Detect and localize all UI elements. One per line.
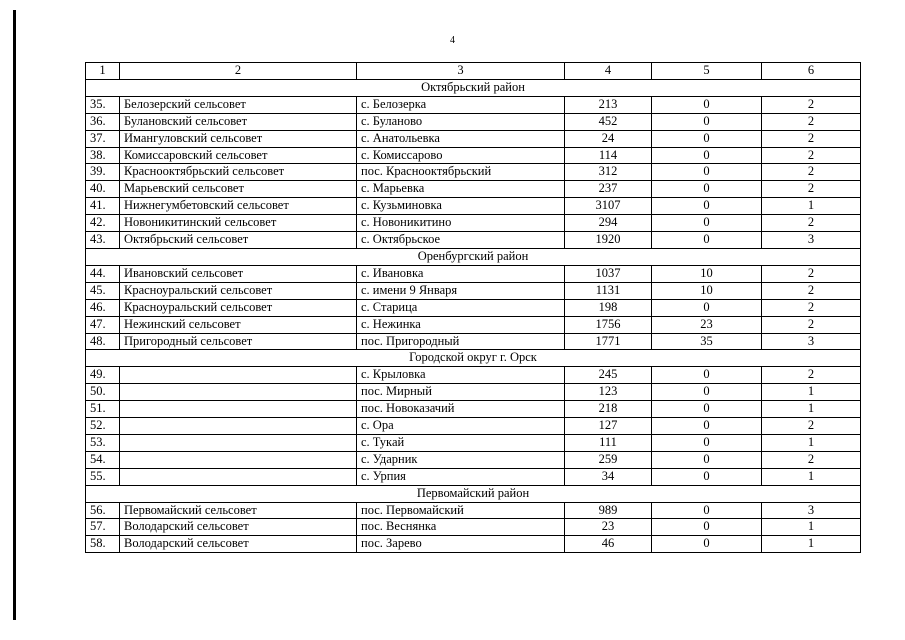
- row-number-cell: 58.: [86, 536, 120, 553]
- settlements-table: [85, 62, 861, 553]
- row-number-cell: 48.: [86, 333, 120, 350]
- col6-value-cell: 3: [762, 333, 861, 350]
- village-name-cell: с. Марьевка: [357, 181, 565, 198]
- col4-value-cell: 123: [565, 384, 652, 401]
- village-name-cell: с. Ора: [357, 418, 565, 435]
- table-row: [86, 265, 861, 282]
- col6-value-cell: 2: [762, 164, 861, 181]
- council-name-cell: Комиссаровский сельсовет: [120, 147, 357, 164]
- col6-value-cell: 2: [762, 113, 861, 130]
- council-name-cell: Марьевский сельсовет: [120, 181, 357, 198]
- col5-value-cell: 0: [652, 181, 762, 198]
- row-number-cell: 55.: [86, 468, 120, 485]
- council-name-cell: [120, 401, 357, 418]
- village-name-cell: с. Комиссарово: [357, 147, 565, 164]
- col5-value-cell: 0: [652, 367, 762, 384]
- village-name-cell: с. Ударник: [357, 451, 565, 468]
- col6-value-cell: 2: [762, 451, 861, 468]
- council-name-cell: Володарский сельсовет: [120, 519, 357, 536]
- table-row: [86, 434, 861, 451]
- table-row: [86, 198, 861, 215]
- village-name-cell: с. Новоникитино: [357, 215, 565, 232]
- section-header-row: [86, 248, 861, 265]
- header-cell: 4: [565, 63, 652, 80]
- council-name-cell: [120, 367, 357, 384]
- header-cell: 5: [652, 63, 762, 80]
- col5-value-cell: 0: [652, 198, 762, 215]
- table-row: [86, 113, 861, 130]
- col5-value-cell: 0: [652, 384, 762, 401]
- col4-value-cell: 237: [565, 181, 652, 198]
- village-name-cell: пос. Первомайский: [357, 502, 565, 519]
- row-number-cell: 38.: [86, 147, 120, 164]
- header-cell: 6: [762, 63, 861, 80]
- col6-value-cell: 3: [762, 232, 861, 249]
- council-name-cell: Нежинский сельсовет: [120, 316, 357, 333]
- col4-value-cell: 245: [565, 367, 652, 384]
- council-name-cell: Володарский сельсовет: [120, 536, 357, 553]
- table-row: [86, 384, 861, 401]
- col5-value-cell: 35: [652, 333, 762, 350]
- council-name-cell: [120, 418, 357, 435]
- table-row: [86, 468, 861, 485]
- row-number-cell: 37.: [86, 130, 120, 147]
- section-title: Городской округ г. Орск: [86, 350, 861, 367]
- col5-value-cell: 0: [652, 299, 762, 316]
- section-header-row: [86, 485, 861, 502]
- col4-value-cell: 127: [565, 418, 652, 435]
- col5-value-cell: 0: [652, 418, 762, 435]
- row-number-cell: 45.: [86, 282, 120, 299]
- col6-value-cell: 2: [762, 265, 861, 282]
- col4-value-cell: 312: [565, 164, 652, 181]
- table-row: [86, 232, 861, 249]
- table-row: [86, 96, 861, 113]
- col6-value-cell: 2: [762, 367, 861, 384]
- council-name-cell: [120, 468, 357, 485]
- village-name-cell: с. Белозерка: [357, 96, 565, 113]
- council-name-cell: Нижнегумбетовский сельсовет: [120, 198, 357, 215]
- col4-value-cell: 24: [565, 130, 652, 147]
- row-number-cell: 44.: [86, 265, 120, 282]
- village-name-cell: с. Октябрьское: [357, 232, 565, 249]
- col4-value-cell: 198: [565, 299, 652, 316]
- row-number-cell: 43.: [86, 232, 120, 249]
- table-row: [86, 164, 861, 181]
- council-name-cell: Новоникитинский сельсовет: [120, 215, 357, 232]
- table-body: [86, 63, 861, 553]
- village-name-cell: с. Нежинка: [357, 316, 565, 333]
- row-number-cell: 39.: [86, 164, 120, 181]
- col6-value-cell: 1: [762, 198, 861, 215]
- col5-value-cell: 23: [652, 316, 762, 333]
- row-number-cell: 40.: [86, 181, 120, 198]
- council-name-cell: Имангуловский сельсовет: [120, 130, 357, 147]
- col5-value-cell: 0: [652, 519, 762, 536]
- col5-value-cell: 0: [652, 147, 762, 164]
- row-number-cell: 57.: [86, 519, 120, 536]
- col6-value-cell: 2: [762, 316, 861, 333]
- row-number-cell: 50.: [86, 384, 120, 401]
- council-name-cell: Ивановский сельсовет: [120, 265, 357, 282]
- table-row: [86, 367, 861, 384]
- row-number-cell: 52.: [86, 418, 120, 435]
- col5-value-cell: 10: [652, 265, 762, 282]
- col6-value-cell: 2: [762, 181, 861, 198]
- col6-value-cell: 2: [762, 299, 861, 316]
- row-number-cell: 56.: [86, 502, 120, 519]
- col6-value-cell: 1: [762, 384, 861, 401]
- council-name-cell: Красноуральский сельсовет: [120, 299, 357, 316]
- village-name-cell: с. Кузьминовка: [357, 198, 565, 215]
- table-row: [86, 418, 861, 435]
- row-number-cell: 47.: [86, 316, 120, 333]
- col5-value-cell: 0: [652, 232, 762, 249]
- section-header-row: [86, 350, 861, 367]
- col4-value-cell: 452: [565, 113, 652, 130]
- section-header-row: [86, 79, 861, 96]
- council-name-cell: Булановский сельсовет: [120, 113, 357, 130]
- village-name-cell: с. Тукай: [357, 434, 565, 451]
- col4-value-cell: 259: [565, 451, 652, 468]
- table-row: [86, 536, 861, 553]
- col6-value-cell: 2: [762, 147, 861, 164]
- col4-value-cell: 23: [565, 519, 652, 536]
- col4-value-cell: 218: [565, 401, 652, 418]
- col5-value-cell: 0: [652, 164, 762, 181]
- col5-value-cell: 0: [652, 434, 762, 451]
- council-name-cell: Пригородный сельсовет: [120, 333, 357, 350]
- col6-value-cell: 2: [762, 282, 861, 299]
- section-title: Первомайский район: [86, 485, 861, 502]
- section-title: Оренбургский район: [86, 248, 861, 265]
- table-row: [86, 130, 861, 147]
- row-number-cell: 46.: [86, 299, 120, 316]
- header-cell: 3: [357, 63, 565, 80]
- village-name-cell: пос. Мирный: [357, 384, 565, 401]
- col4-value-cell: 1037: [565, 265, 652, 282]
- row-number-cell: 35.: [86, 96, 120, 113]
- col5-value-cell: 0: [652, 215, 762, 232]
- col5-value-cell: 10: [652, 282, 762, 299]
- village-name-cell: с. Урпия: [357, 468, 565, 485]
- col4-value-cell: 1756: [565, 316, 652, 333]
- council-name-cell: Краснооктябрьский сельсовет: [120, 164, 357, 181]
- col5-value-cell: 0: [652, 113, 762, 130]
- col6-value-cell: 1: [762, 434, 861, 451]
- col4-value-cell: 1771: [565, 333, 652, 350]
- row-number-cell: 49.: [86, 367, 120, 384]
- table-row: [86, 451, 861, 468]
- village-name-cell: с. имени 9 Января: [357, 282, 565, 299]
- table-row: [86, 333, 861, 350]
- col5-value-cell: 0: [652, 451, 762, 468]
- village-name-cell: с. Буланово: [357, 113, 565, 130]
- col6-value-cell: 2: [762, 215, 861, 232]
- row-number-cell: 54.: [86, 451, 120, 468]
- table-row: [86, 401, 861, 418]
- col4-value-cell: 989: [565, 502, 652, 519]
- village-name-cell: с. Крыловка: [357, 367, 565, 384]
- table-row: [86, 147, 861, 164]
- col5-value-cell: 0: [652, 96, 762, 113]
- col4-value-cell: 294: [565, 215, 652, 232]
- row-number-cell: 53.: [86, 434, 120, 451]
- council-name-cell: Первомайский сельсовет: [120, 502, 357, 519]
- col5-value-cell: 0: [652, 130, 762, 147]
- council-name-cell: Красноуральский сельсовет: [120, 282, 357, 299]
- table-row: [86, 282, 861, 299]
- table-row: [86, 299, 861, 316]
- page-number: 4: [450, 35, 455, 46]
- council-name-cell: Октябрьский сельсовет: [120, 232, 357, 249]
- col4-value-cell: 34: [565, 468, 652, 485]
- col6-value-cell: 2: [762, 130, 861, 147]
- header-cell: 2: [120, 63, 357, 80]
- village-name-cell: пос. Веснянка: [357, 519, 565, 536]
- col4-value-cell: 1920: [565, 232, 652, 249]
- left-margin-rule: [13, 10, 16, 620]
- village-name-cell: пос. Пригородный: [357, 333, 565, 350]
- council-name-cell: Белозерский сельсовет: [120, 96, 357, 113]
- council-name-cell: [120, 451, 357, 468]
- village-name-cell: с. Старица: [357, 299, 565, 316]
- col6-value-cell: 3: [762, 502, 861, 519]
- table-row: [86, 181, 861, 198]
- village-name-cell: пос. Краснооктябрьский: [357, 164, 565, 181]
- village-name-cell: с. Анатольевка: [357, 130, 565, 147]
- col6-value-cell: 1: [762, 468, 861, 485]
- header-row: [86, 63, 861, 80]
- col4-value-cell: 46: [565, 536, 652, 553]
- col6-value-cell: 1: [762, 401, 861, 418]
- col5-value-cell: 0: [652, 468, 762, 485]
- col6-value-cell: 1: [762, 536, 861, 553]
- village-name-cell: пос. Новоказачий: [357, 401, 565, 418]
- row-number-cell: 41.: [86, 198, 120, 215]
- col4-value-cell: 114: [565, 147, 652, 164]
- col6-value-cell: 1: [762, 519, 861, 536]
- col4-value-cell: 213: [565, 96, 652, 113]
- row-number-cell: 51.: [86, 401, 120, 418]
- table-row: [86, 215, 861, 232]
- table-row: [86, 502, 861, 519]
- col4-value-cell: 1131: [565, 282, 652, 299]
- council-name-cell: [120, 434, 357, 451]
- col4-value-cell: 3107: [565, 198, 652, 215]
- col5-value-cell: 0: [652, 502, 762, 519]
- header-cell: 1: [86, 63, 120, 80]
- council-name-cell: [120, 384, 357, 401]
- village-name-cell: с. Ивановка: [357, 265, 565, 282]
- col5-value-cell: 0: [652, 536, 762, 553]
- table-row: [86, 316, 861, 333]
- col6-value-cell: 2: [762, 96, 861, 113]
- col6-value-cell: 2: [762, 418, 861, 435]
- row-number-cell: 36.: [86, 113, 120, 130]
- table-row: [86, 519, 861, 536]
- col5-value-cell: 0: [652, 401, 762, 418]
- row-number-cell: 42.: [86, 215, 120, 232]
- col4-value-cell: 111: [565, 434, 652, 451]
- section-title: Октябрьский район: [86, 79, 861, 96]
- village-name-cell: пос. Зарево: [357, 536, 565, 553]
